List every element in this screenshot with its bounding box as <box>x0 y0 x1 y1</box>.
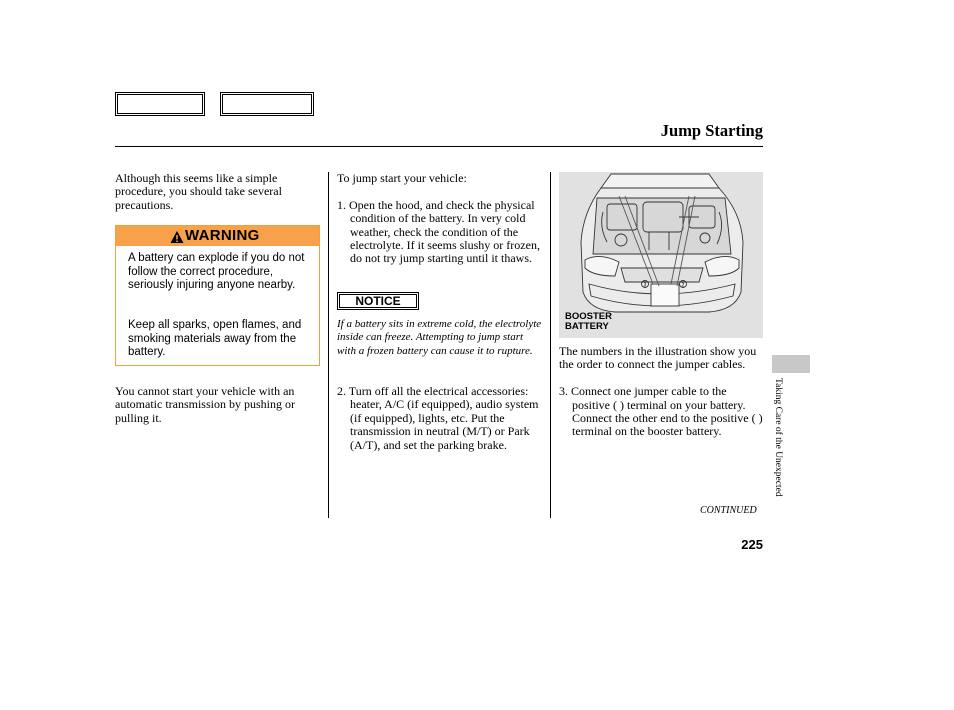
automatic-note: You cannot start your vehicle with an automatic transmission by pushing or pulling it. <box>115 384 295 425</box>
page-title: Jump Starting <box>660 121 763 140</box>
warning-label: WARNING <box>185 227 260 244</box>
nav-box-2 <box>220 92 314 116</box>
step-2: 2. Turn off all the electrical accessories: heater, A/C (if equipped), audio system (if equipped), lights, etc. Put the transmission in neutral (M/T) or Park (A/T), and set the parking brake. <box>337 384 539 452</box>
notice-text-block <box>337 318 542 358</box>
warning-box <box>115 225 320 366</box>
booster-battery-label <box>565 312 612 332</box>
left-intro <box>115 172 320 212</box>
step-1: 1. Open the hood, and check the physical condition of the battery. In very cold weather, check the condition of the electrolyte. If it seems slushy or frozen, do not try jump starting until it thaws. <box>337 197 540 266</box>
intro-text: Although this seems like a simple procedure, you should take several precautions. <box>115 171 282 212</box>
nav-box-1 <box>115 92 205 116</box>
illustration-caption: The numbers in the illustration show you the order to connect the jumper cables. <box>559 344 757 372</box>
notice-text: If a battery sits in extreme cold, the electrolyte inside can freeze. Attempting to jump start with a frozen battery can cause it to rupture. <box>337 318 542 357</box>
section-side-label-wrap <box>771 378 785 528</box>
page-number: 225 <box>741 537 763 552</box>
step-3: 3. Connect one jumper cable to the positive ( ) terminal on your battery. Connect the other end to the positive ( ) terminal on the booster battery. <box>559 384 763 439</box>
booster-label-line-2: BATTERY <box>565 321 609 332</box>
warning-header <box>116 226 319 246</box>
svg-text:3: 3 <box>643 282 647 289</box>
right-column-text <box>559 345 764 439</box>
continued-label: CONTINUED <box>700 505 757 516</box>
booster-label-line-1: BOOSTER <box>565 311 612 322</box>
svg-text:2: 2 <box>681 282 685 289</box>
column-divider-2 <box>550 172 551 518</box>
notice-label: NOTICE <box>337 292 419 310</box>
middle-column <box>337 172 541 266</box>
automatic-note-block <box>115 385 323 425</box>
warning-triangle-icon <box>170 230 184 244</box>
column-divider-1 <box>328 172 329 518</box>
header-rule <box>115 146 763 147</box>
engine-illustration <box>559 172 763 338</box>
warning-text-2: Keep all sparks, open flames, and smoking materials away from the battery. <box>128 319 302 358</box>
lead-text: To jump start your vehicle: <box>337 171 467 185</box>
warning-text-1: A battery can explode if you do not follow the correct procedure, seriously injuring anyone nearby. <box>128 252 305 291</box>
step-2-block <box>337 385 541 452</box>
section-tab <box>772 355 810 373</box>
section-side-label: Taking Care of the Unexpected <box>773 378 783 497</box>
